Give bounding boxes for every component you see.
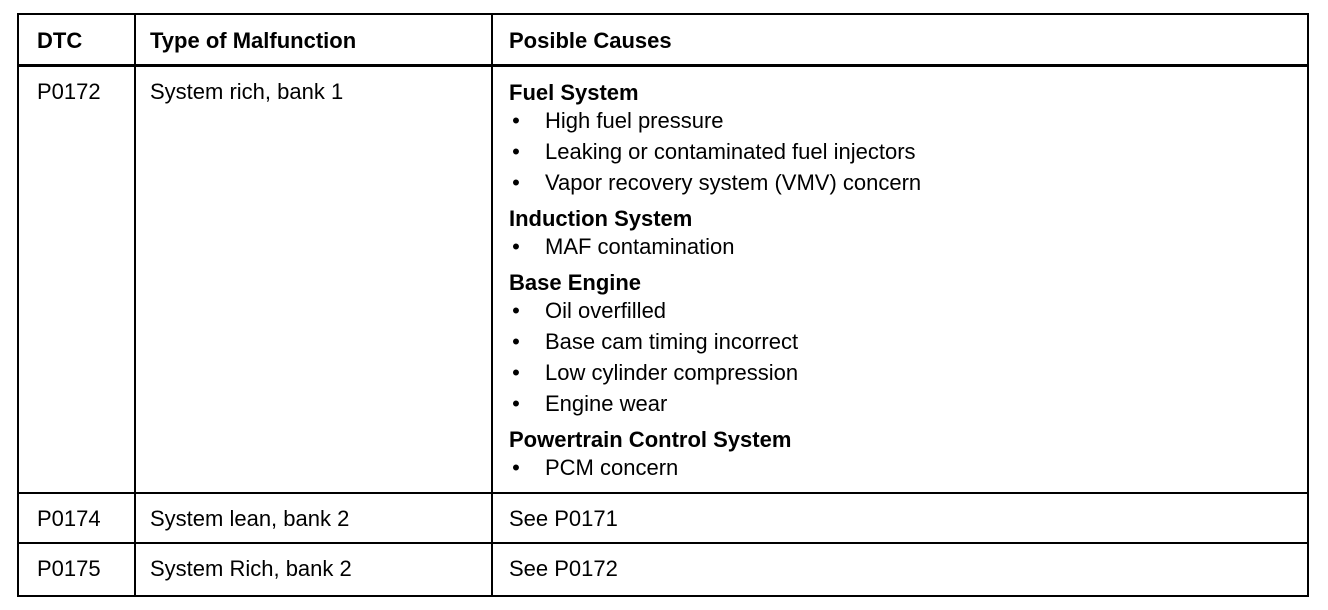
cause-list	[509, 231, 1299, 262]
dtc-table	[17, 13, 1309, 597]
cause-item-label: Engine wear	[545, 391, 668, 416]
cause-item	[509, 326, 1299, 357]
cause-list	[509, 452, 1299, 483]
cause-section	[509, 206, 1299, 262]
table-row-dtc	[37, 556, 101, 582]
cause-item-label: Base cam timing incorrect	[545, 329, 799, 354]
dtc-code: P0174	[37, 506, 101, 531]
cause-item	[509, 295, 1299, 326]
cause-item-label: Low cylinder compression	[545, 360, 799, 385]
cause-section	[509, 80, 1299, 198]
malfunction-type: System rich, bank 1	[150, 79, 344, 104]
table-row-type	[150, 79, 343, 105]
header-divider	[19, 64, 1307, 67]
header-type-label: Type of Malfunction	[150, 28, 357, 53]
bullet-icon: •	[512, 455, 520, 480]
cause-reference: See P0172	[509, 556, 618, 581]
cause-reference: See P0171	[509, 506, 618, 531]
cause-section	[509, 427, 1299, 483]
bullet-icon: •	[512, 360, 520, 385]
cause-item-label: Leaking or contaminated fuel injectors	[545, 139, 916, 164]
cause-item	[509, 357, 1299, 388]
dtc-code: P0172	[37, 79, 101, 104]
bullet-icon: •	[512, 298, 520, 323]
column-divider-2	[491, 15, 493, 595]
header-type	[150, 28, 356, 54]
header-causes-label: Posible Causes	[509, 28, 672, 53]
bullet-icon: •	[512, 329, 520, 354]
cause-section-title: Induction System	[509, 206, 693, 231]
cause-item-label: MAF contamination	[545, 234, 735, 259]
cause-section-title: Fuel System	[509, 80, 639, 105]
cause-item	[509, 167, 1299, 198]
dtc-code: P0175	[37, 556, 101, 581]
bullet-icon: •	[512, 170, 520, 195]
cause-item-label: Oil overfilled	[545, 298, 667, 323]
table-row-type	[150, 556, 352, 582]
header-dtc-label: DTC	[37, 28, 83, 53]
malfunction-type: System Rich, bank 2	[150, 556, 352, 581]
cause-item	[509, 231, 1299, 262]
cause-section	[509, 270, 1299, 419]
cause-item-label: High fuel pressure	[545, 108, 724, 133]
cause-section-title: Base Engine	[509, 270, 642, 295]
column-divider-1	[134, 15, 136, 595]
cause-section-title: Powertrain Control System	[509, 427, 792, 452]
header-causes	[509, 28, 672, 54]
bullet-icon: •	[512, 108, 520, 133]
table-row-dtc	[37, 506, 101, 532]
row-divider-2	[19, 542, 1307, 544]
cause-list	[509, 295, 1299, 419]
cause-item	[509, 388, 1299, 419]
cause-item	[509, 105, 1299, 136]
table-row-causes	[509, 556, 618, 582]
bullet-icon: •	[512, 139, 520, 164]
malfunction-type: System lean, bank 2	[150, 506, 350, 531]
cause-item-label: Vapor recovery system (VMV) concern	[545, 170, 922, 195]
cause-item	[509, 136, 1299, 167]
cause-list	[509, 105, 1299, 198]
row-divider-1	[19, 492, 1307, 494]
table-row-causes	[509, 80, 1299, 491]
table-row-causes	[509, 506, 618, 532]
cause-item	[509, 452, 1299, 483]
bullet-icon: •	[512, 391, 520, 416]
table-row-type	[150, 506, 349, 532]
cause-item-label: PCM concern	[545, 455, 679, 480]
table-row-dtc	[37, 79, 101, 105]
header-dtc	[37, 28, 82, 54]
bullet-icon: •	[512, 234, 520, 259]
